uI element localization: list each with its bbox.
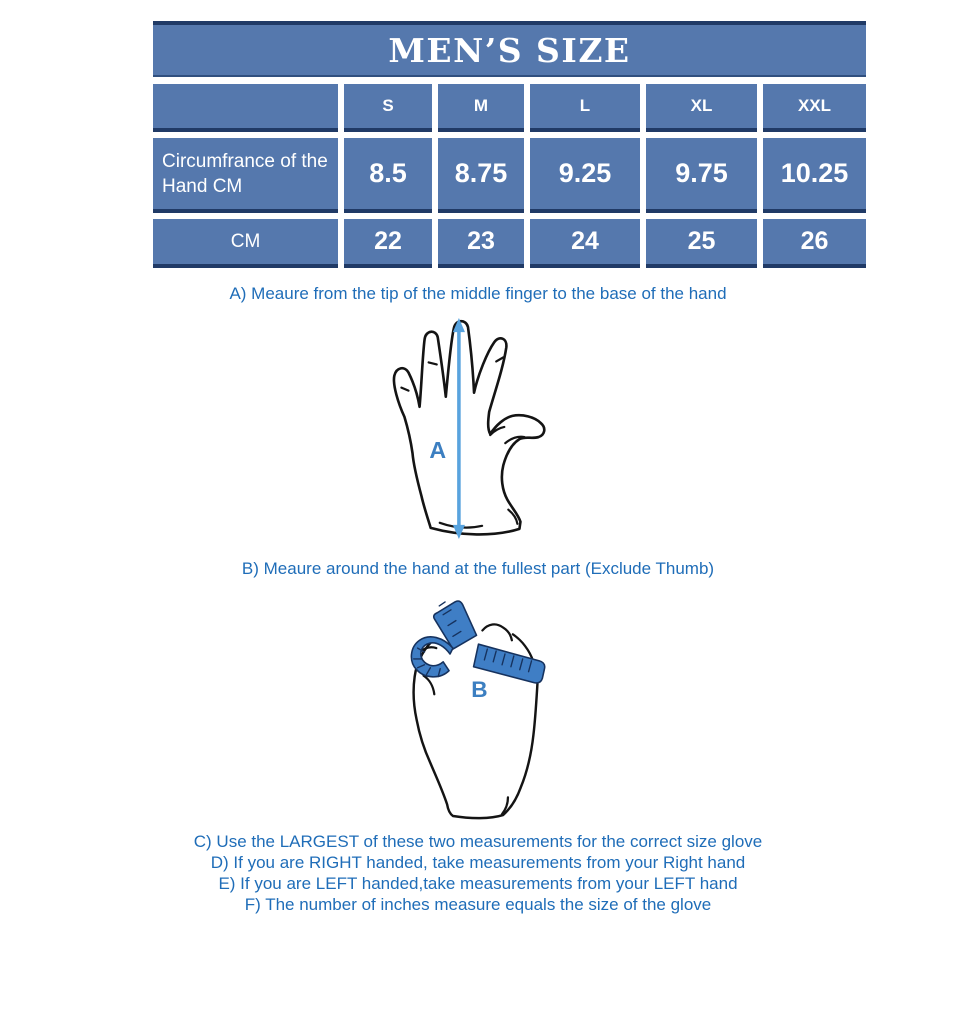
cm-value-s: 22 — [344, 219, 432, 268]
fist-measure-diagram — [397, 589, 559, 832]
mens-size-table — [153, 21, 866, 268]
col-header-xxl: XXL — [763, 84, 866, 132]
open-hand-illustration — [383, 314, 555, 546]
instruction-e: E) If you are LEFT handed,take measurements from your LEFT hand — [218, 874, 738, 893]
instruction-b: B) Meaure around the hand at the fullest part (Exclude Thumb) — [241, 559, 715, 578]
circumference-value-xxl: 10.25 — [763, 138, 866, 213]
instruction-f: F) The number of inches measure equals the size of the glove — [244, 895, 712, 914]
col-header-xl: XL — [646, 84, 757, 132]
circumference-value-l: 9.25 — [530, 138, 640, 213]
cm-value-l: 24 — [530, 219, 640, 268]
cm-value-m: 23 — [438, 219, 524, 268]
fist-measure-label: B — [471, 677, 488, 703]
hand-measure-diagram — [383, 314, 555, 551]
table-title: MEN’S SIZE — [153, 25, 866, 77]
cm-value-xl: 25 — [646, 219, 757, 268]
col-header-s: S — [344, 84, 432, 132]
col-header-m: M — [438, 84, 524, 132]
corner-cell — [153, 84, 338, 132]
fist-illustration — [397, 589, 559, 827]
circumference-value-xl: 9.75 — [646, 138, 757, 213]
instruction-c: C) Use the LARGEST of these two measurements for the correct size glove — [193, 832, 763, 851]
instruction-d: D) If you are RIGHT handed, take measurements from your Right hand — [210, 853, 746, 872]
col-header-l: L — [530, 84, 640, 132]
instruction-a: A) Meaure from the tip of the middle finger to the base of the hand — [229, 284, 727, 303]
size-grid — [153, 84, 866, 268]
row-label-cm: CM — [153, 219, 338, 268]
row-label-circumference: Circumfrance of the Hand CM — [153, 138, 338, 213]
circumference-value-m: 8.75 — [438, 138, 524, 213]
circumference-value-s: 8.5 — [344, 138, 432, 213]
cm-value-xxl: 26 — [763, 219, 866, 268]
instructions-c-to-f — [0, 831, 956, 915]
hand-measure-label: A — [429, 437, 447, 464]
